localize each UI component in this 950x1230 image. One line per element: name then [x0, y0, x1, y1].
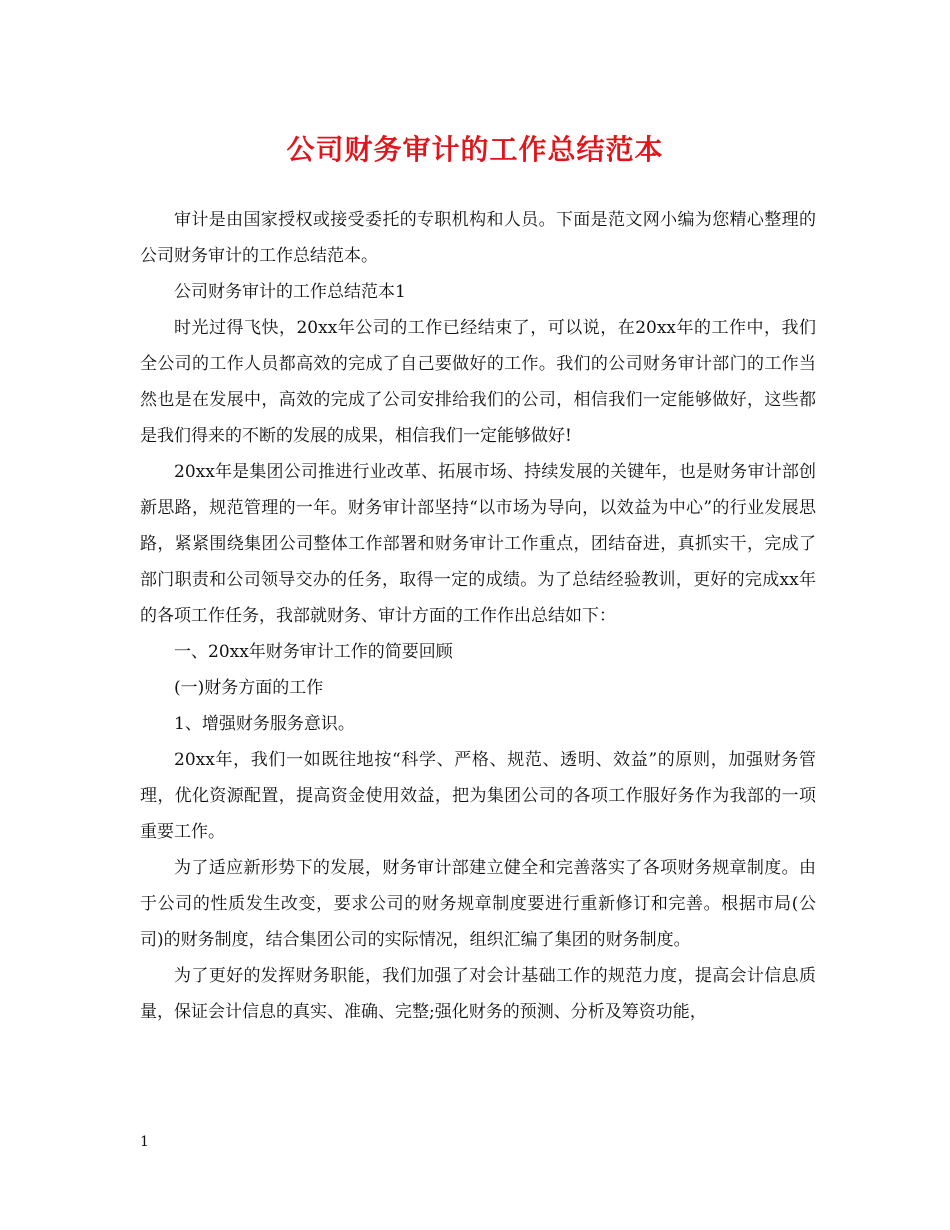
document-title: 公司财务审计的工作总结范本	[286, 133, 664, 166]
paragraph: 为了适应新形势下的发展，财务审计部建立健全和完善落实了各项财务规章制度。由于公司的性质发生改变，要求公司的财务规章制度要进行重新修订和完善。根据市局(公司)的财务制度，结合集团公司的实际情况，组织汇编了集团的财务制度。	[140, 858, 816, 950]
paragraph: 20xx年是集团公司推进行业改革、拓展市场、持续发展的关键年，也是财务审计部创新思路，规范管理的一年。财务审计部坚持“以市场为导向，以效益为中心”的行业发展思路，紧紧围绕集团公司整体工作部署和财务审计工作重点，团结奋进，真抓实干，完成了部门职责和公司领导交办的任务，取得一定的成绩。为了总结经验教训，更好的完成xx年的各项工作任务，我部就财务、审计方面的工作作出总结如下：	[140, 462, 816, 626]
paragraph: 审计是由国家授权或接受委托的专职机构和人员。下面是范文网小编为您精心整理的公司财务审计的工作总结范本。	[140, 210, 816, 266]
paragraph: 20xx年，我们一如既往地按“科学、严格、规范、透明、效益”的原则，加强财务管理，优化资源配置，提高资金使用效益，把为集团公司的各项工作服好务作为我部的一项重要工作。	[140, 750, 816, 842]
document-body	[140, 202, 816, 1030]
paragraph: 时光过得飞快，20xx年公司的工作已经结束了，可以说，在20xx年的工作中，我们全公司的工作人员都高效的完成了自己要做好的工作。我们的公司财务审计部门的工作当然也是在发展中，高效的完成了公司安排给我们的公司，相信我们一定能够做好，这些都是我们得来的不断的发展的成果，相信我们一定能够做好!	[140, 318, 816, 446]
paragraph: 为了更好的发挥财务职能，我们加强了对会计基础工作的规范力度，提高会计信息质量，保证会计信息的真实、准确、完整;强化财务的预测、分析及筹资功能，	[140, 966, 816, 1022]
item-heading: 1、增强财务服务意识。	[174, 714, 355, 734]
subsection-heading: (一)财务方面的工作	[174, 678, 324, 698]
section-heading: 一、20xx年财务审计工作的简要回顾	[174, 642, 453, 662]
page-number: 1	[140, 1134, 149, 1150]
section-heading: 公司财务审计的工作总结范本1	[174, 282, 406, 302]
